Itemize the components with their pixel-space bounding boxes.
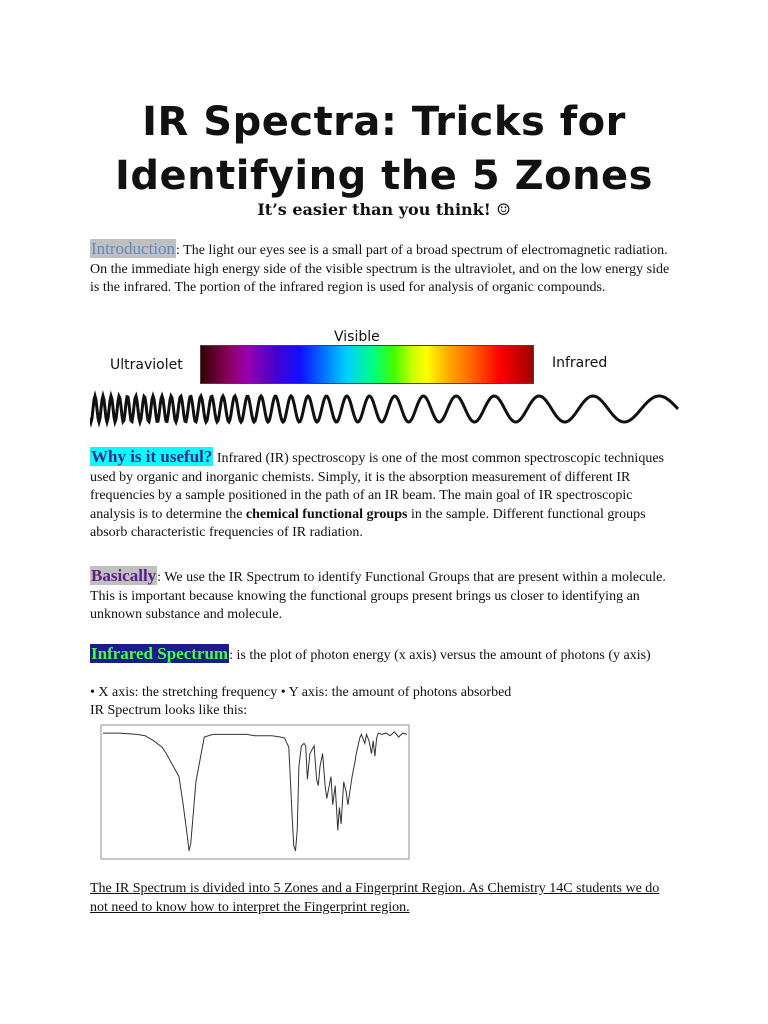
closing-paragraph: The IR Spectrum is divided into 5 Zones and a Fingerprint Region. As Chemistry 14C students we do not need to know how to interpret the Fingerprint region. xyxy=(90,881,660,915)
page-title-line-1: IR Spectra: Tricks for xyxy=(142,99,626,145)
page-subtitle: It’s easier than you think! ☺ xyxy=(257,200,511,219)
axis-bullets: • X axis: the stretching frequency • Y axis: the amount of photons absorbed xyxy=(90,685,512,700)
why-bold-text: chemical functional groups xyxy=(245,506,408,522)
ir-spectrum-lead: IR Spectrum looks like this: xyxy=(90,703,248,718)
ir-spectrum-chart xyxy=(91,720,413,872)
why-heading: Why is it useful? xyxy=(91,447,213,466)
basically-paragraph xyxy=(90,567,680,625)
ir-spectrum-heading: Infrared Spectrum xyxy=(91,644,229,663)
ir-spectrum-svg xyxy=(91,720,413,872)
ultraviolet-label: Ultraviolet xyxy=(110,357,183,373)
infrared-label: Infrared xyxy=(552,355,608,371)
basically-heading: Basically xyxy=(91,566,157,585)
wave-diagram xyxy=(90,387,690,431)
em-wave xyxy=(90,396,678,422)
plot-frame xyxy=(101,725,409,859)
visible-label: Visible xyxy=(334,329,380,345)
em-spectrum-figure xyxy=(90,325,690,435)
intro-text: : The light our eyes see is a small part of a broad spectrum of electromagnetic radiation. On the immediate high energy side of the visible spectrum is the ultraviolet, and on the low energy side is the infrared. The portion of the infrared region is used for analysis of organic compounds. xyxy=(90,243,670,295)
intro-paragraph xyxy=(90,240,680,298)
why-text-2: in the sample. Different functional groups absorb characteristic frequencies of IR radiation. xyxy=(90,506,646,540)
ir-spectrum-paragraph xyxy=(90,645,680,666)
why-paragraph xyxy=(90,448,680,543)
page-title-line-2: Identifying the 5 Zones xyxy=(115,153,653,199)
why-text-1: Infrared (IR) spectroscopy is one of the most common spectroscopic techniques used by organic and inorganic chemists. Simply, it is the absorption measurement of different IR frequencies by a sample positioned in the path of an IR beam. The main goal of IR spectroscopic analysis is to determine the xyxy=(90,451,664,522)
visible-spectrum-gradient xyxy=(200,345,534,384)
ir-spectrum-text: : is the plot of photon energy (x axis) versus the amount of photons (y axis) xyxy=(229,648,651,663)
intro-heading: Introduction xyxy=(91,239,176,258)
basically-text: : We use the IR Spectrum to identify Functional Groups that are present within a molecule. This is important because knowing the functional groups present brings us closer to identifying an unknown substance and molecule. xyxy=(90,570,666,622)
